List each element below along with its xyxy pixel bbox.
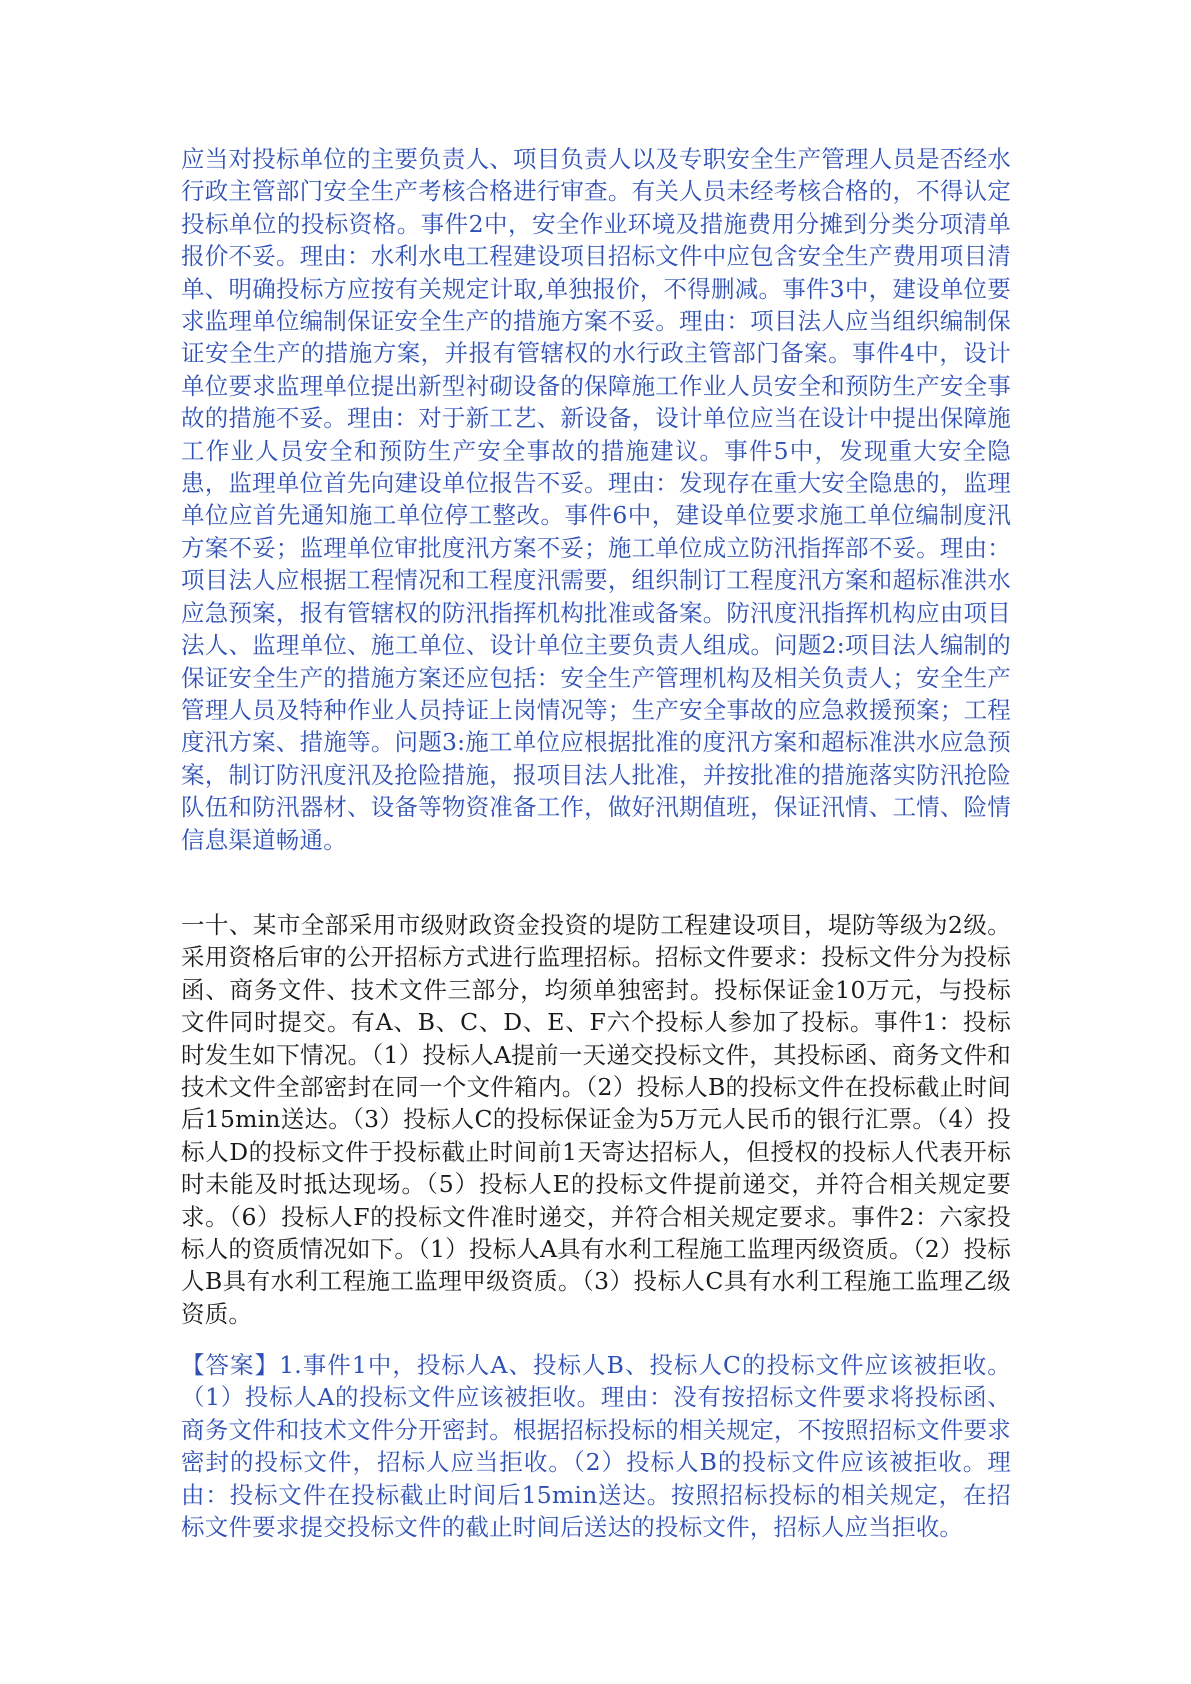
answer-text: 1.事件1中，投标人A、投标人B、投标人C的投标文件应该被拒收。（1）投标人A的投标文件应该被拒收。理由：没有按招标文件要求将投标函、商务文件和技术文件分开密封。根据招标投标的相关规定，不按照招标文件要求密封的投标文件，招标人应当拒收。（2）投标人B的投标文件应该被拒收。理由：投标文件在投标截止时间后15min送达。按照招标投标的相关规定，在招标文件要求提交投标文件的截止时间后送达的投标文件，招标人应当拒收。 — [181, 1351, 1011, 1542]
previous-answer-paragraph: 应当对投标单位的主要负责人、项目负责人以及专职安全生产管理人员是否经水行政主管部门安全生产考核合格进行审查。有关人员未经考核合格的，不得认定投标单位的投标资格。事件2中，安全作业环境及措施费用分摊到分类分项清单报价不妥。理由：水利水电工程建设项目招标文件中应包含安全生产费用项目清单、明确投标方应按有关规定计取,单独报价，不得删减。事件3中，建设单位要求监理单位编制保证安全生产的措施方案不妥。理由：项目法人应当组织编制保证安全生产的措施方案，并报有管辖权的水行政主管部门备案。事件4中，设计单位要求监理单位提出新型衬砌设备的保障施工作业人员安全和预防生产安全事故的措施不妥。理由：对于新工艺、新设备，设计单位应当在设计中提出保障施工作业人员安全和预防生产安全事故的措施建议。事件5中，发现重大安全隐患，监理单位首先向建设单位报告不妥。理由：发现存在重大安全隐患的，监理单位应首先通知施工单位停工整改。事件6中，建设单位要求施工单位编制度汛方案不妥；监理单位审批度汛方案不妥；施工单位成立防汛指挥部不妥。理由：项目法人应根据工程情况和工程度汛需要，组织制订工程度汛方案和超标准洪水应急预案，报有管辖权的防汛指挥机构批准或备案。防汛度汛指挥机构应由项目法人、监理单位、施工单位、设计单位主要负责人组成。问题2:项目法人编制的保证安全生产的措施方案还应包括：安全生产管理机构及相关负责人；安全生产管理人员及特种作业人员持证上岗情况等；生产安全事故的应急救援预案；工程度汛方案、措施等。问题3:施工单位应根据批准的度汛方案和超标准洪水应急预案，制订防汛度汛及抢险措施，报项目法人批准，并按批准的措施落实防汛抢险队伍和防汛器材、设备等物资准备工作，做好汛期值班，保证汛情、工情、险情信息渠道畅通。 — [181, 145, 1011, 854]
answer-paragraph — [181, 1349, 1011, 1543]
answer-tag: 【答案】 — [181, 1351, 280, 1379]
question-paragraph: 一十、某市全部采用市级财政资金投资的堤防工程建设项目，堤防等级为2级。采用资格后审的公开招标方式进行监理招标。招标文件要求：投标文件分为投标函、商务文件、技术文件三部分，均须单独密封。投标保证金10万元，与投标文件同时提交。有A、B、C、D、E、F六个投标人参加了投标。事件1：投标时发生如下情况。（1）投标人A提前一天递交投标文件，其投标函、商务文件和技术文件全部密封在同一个文件箱内。（2）投标人B的投标文件在投标截止时间后15min送达。（3）投标人C的投标保证金为5万元人民币的银行汇票。（4）投标人D的投标文件于投标截止时间前1天寄达招标人，但授权的投标人代表开标时未能及时抵达现场。（5）投标人E的投标文件提前递交，并符合相关规定要求。（6）投标人F的投标文件准时递交，并符合相关规定要求。事件2：六家投标人的资质情况如下。（1）投标人A具有水利工程施工监理丙级资质。（2）投标人B具有水利工程施工监理甲级资质。（3）投标人C具有水利工程施工监理乙级资质。 — [181, 911, 1011, 1328]
